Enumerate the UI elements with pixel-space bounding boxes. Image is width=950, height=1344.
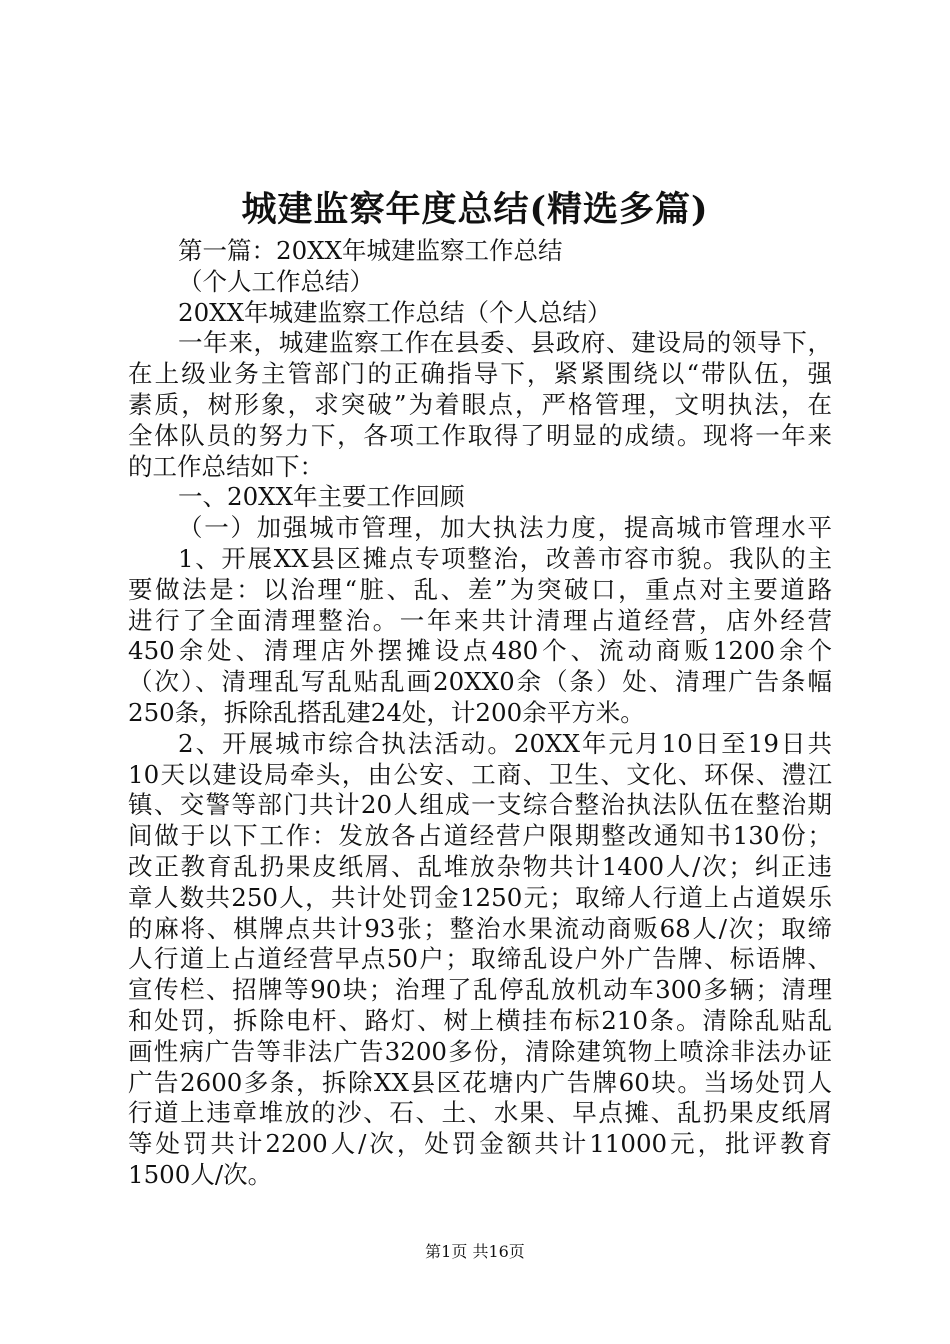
text-line: 素质，树形象，求突破”为着眼点，严格管理，文明执法，在: [128, 389, 832, 419]
text-line: 镇、交警等部门共计20人组成一支综合整治执法队伍在整治期: [128, 790, 832, 820]
text-line: 第一篇：20XX年城建监察工作总结: [178, 236, 563, 265]
text-line: 间做于以下工作：发放各占道经营户限期整改通知书130份；: [128, 821, 832, 851]
text-line: 450余处、清理店外摆摊设点480个、流动商贩1200余个: [128, 636, 832, 666]
text-line: 行道上违章堆放的沙、石、土、水果、早点摊、乱扔果皮纸屑: [128, 1098, 832, 1128]
text-line: 宣传栏、招牌等90块；治理了乱停乱放机动车300多辆；清理: [128, 975, 832, 1005]
text-line: 10天以建设局牵头，由公安、工商、卫生、文化、环保、澧江: [128, 759, 832, 789]
page-footer: 第1页 共16页: [425, 1242, 525, 1261]
text-line: 20XX年城建监察工作总结（个人总结）: [178, 297, 612, 327]
text-line: 1、开展XX县区摊点专项整治，改善市容市貌。我队的主: [178, 543, 832, 573]
text-line: 1500人/次。: [128, 1159, 273, 1189]
text-line: 的工作总结如下：: [128, 451, 324, 481]
text-line: 画性病广告等非法广告3200多份，清除建筑物上喷涂非法办证: [128, 1036, 832, 1066]
text-line: 改正教育乱扔果皮纸屑、乱堆放杂物共计1400人/次；纠正违: [128, 851, 832, 881]
text-line: 的麻将、棋牌点共计93张；整治水果流动商贩68人/次；取缔: [128, 913, 832, 943]
text-line: （一）加强城市管理，加大执法力度，提高城市管理水平: [178, 513, 832, 543]
text-line: （次）、清理乱写乱贴乱画20XX0余（条）处、清理广告条幅: [128, 667, 832, 697]
text-line: 一年来，城建监察工作在县委、县政府、建设局的领导下，: [178, 328, 832, 358]
text-line: 要做法是：以治理“脏、乱、差”为突破口，重点对主要道路: [128, 574, 832, 604]
text-line: 和处罚，拆除电杆、路灯、树上横挂布标210条。清除乱贴乱: [128, 1005, 832, 1035]
text-line: 2、开展城市综合执法活动。20XX年元月10日至19日共: [178, 728, 832, 758]
text-line: 全体队员的努力下，各项工作取得了明显的成绩。现将一年来: [128, 420, 832, 450]
text-line: 等处罚共计2200人/次，处罚金额共计11000元，批评教育: [128, 1129, 832, 1159]
document-body: [128, 236, 832, 1191]
text-line: 一、20XX年主要工作回顾: [178, 482, 465, 512]
text-line: 章人数共250人，共计处罚金1250元；取缔人行道上占道娱乐: [128, 882, 832, 912]
text-line: 在上级业务主管部门的正确指导下，紧紧围绕以“带队伍，强: [128, 359, 832, 389]
text-line: 250条，拆除乱搭乱建24处，计200余平方米。: [128, 697, 645, 727]
document-title: 城建监察年度总结(精选多篇): [241, 189, 709, 230]
text-line: 进行了全面清理整治。一年来共计清理占道经营，店外经营: [128, 605, 832, 635]
text-line: 人行道上占道经营早点50户；取缔乱设户外广告牌、标语牌、: [128, 944, 832, 974]
text-line: （个人工作总结）: [178, 266, 374, 296]
text-line: 广告2600多条，拆除XX县区花塘内广告牌60块。当场处罚人: [128, 1067, 832, 1097]
